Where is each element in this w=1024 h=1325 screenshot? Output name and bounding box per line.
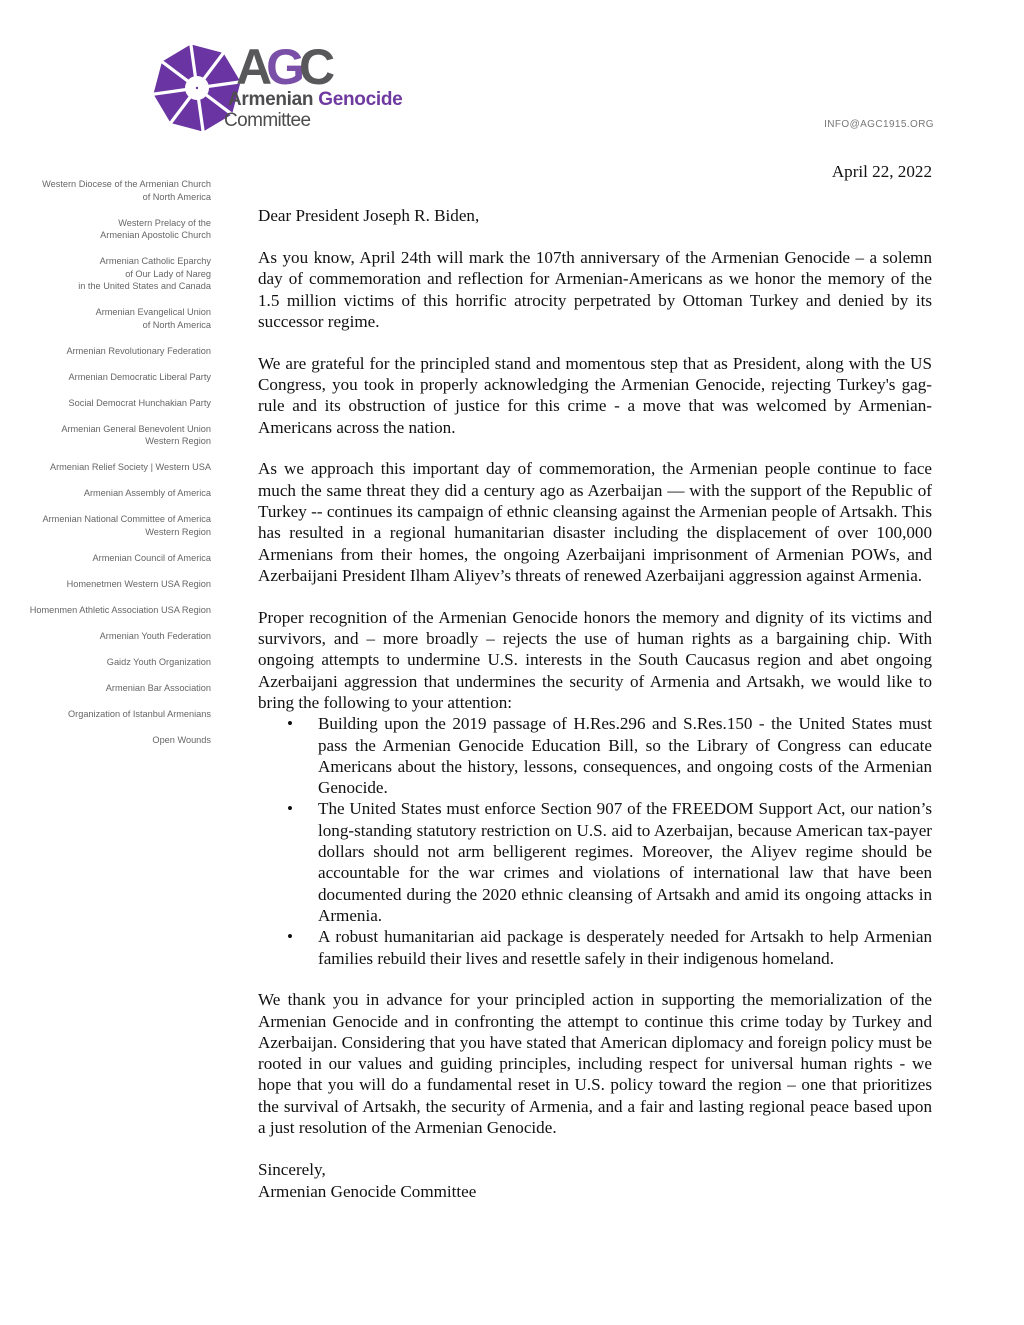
organization-entry bbox=[20, 345, 211, 358]
closing: Sincerely, bbox=[258, 1160, 326, 1180]
member-organizations-list bbox=[20, 178, 211, 760]
list-item-text: The United States must enforce Section 907 of the FREEDOM Support Act, our nation’s long-standing statutory restriction on U.S. aid to Azerbaijan, because American tax-payer dollars should not arm belligerent regimes. Moreover, the Aliyev regime should be accountable for the war crimes and violations of international law that have been documented during the 2020 ethnic cleansing of Artsakh and amid its ongoing attacks in Armenia. bbox=[318, 799, 932, 925]
organization-entry bbox=[20, 397, 211, 410]
list-item bbox=[258, 798, 932, 926]
list-item bbox=[258, 926, 932, 969]
organization-name-line: Social Democrat Hunchakian Party bbox=[68, 397, 211, 408]
paragraph: We are grateful for the principled stand and momentous step that as President, along with the US Congress, you took in properly acknowledging the Armenian Genocide, rejecting Turkey's gag-rule and its obstruction of justice for this crime - a move that was welcomed by Armenian-Americans across the nation. bbox=[258, 353, 932, 437]
logo-name-line2: Committee bbox=[224, 110, 311, 131]
organization-name-line: Open Wounds bbox=[152, 734, 211, 745]
organization-name-line: Armenian Bar Association bbox=[105, 682, 211, 693]
list-item bbox=[258, 713, 932, 798]
bullet-icon: • bbox=[287, 799, 293, 819]
paragraph: As you know, April 24th will mark the 107th anniversary of the Armenian Genocide – a solemn day of commemoration and reflection for Armenian-Americans as we honor the memory of the 1.5 million victims of this horrific atrocity perpetrated by Ottoman Turkey and denied by its successor regime. bbox=[258, 248, 932, 331]
organization-name-line: of North America bbox=[142, 191, 211, 202]
organization-entry bbox=[20, 255, 211, 293]
organization-name-line: Armenian Youth Federation bbox=[99, 630, 211, 641]
organization-name-line: Armenian Democratic Liberal Party bbox=[68, 371, 211, 382]
organization-entry bbox=[20, 513, 211, 538]
organization-name-line: Western Region bbox=[145, 527, 211, 537]
organization-entry bbox=[20, 552, 211, 565]
organization-name-line: Armenian Catholic Eparchy bbox=[99, 256, 211, 267]
letter-date: April 22, 2022 bbox=[831, 162, 932, 181]
organization-name-line: Armenian Revolutionary Federation bbox=[66, 345, 211, 356]
organization-name-line: Armenian Relief Society | Western USA bbox=[49, 462, 211, 473]
contact-email[interactable]: INFO@AGC1915.ORG bbox=[824, 119, 934, 130]
organization-entry bbox=[20, 487, 211, 500]
organization-entry bbox=[20, 630, 211, 643]
bullet-icon: • bbox=[287, 714, 293, 734]
organization-entry bbox=[20, 217, 211, 242]
organization-name-line: Armenian Council of America bbox=[92, 552, 211, 563]
organization-entry bbox=[20, 423, 211, 448]
organization-name-line: of North America bbox=[142, 319, 211, 330]
organization-name-line: Gaidz Youth Organization bbox=[106, 656, 211, 667]
paragraph: As we approach this important day of commemoration, the Armenian people continue to face much the same threat they did a century ago as Azerbaijan — with the support of the Republic of Turkey -- continues its campaign of ethnic cleansing against the Armenian people of Artsakh. This has resulted in a regional humanitarian disaster including the displacement of over 100,000 Armenians from their homes, the ongoing Azerbaijani imprisonment of Armenian POWs, and Azerbaijani President Ilham Aliyev’s threats of renewed Azerbaijani aggression against Armenia. bbox=[258, 459, 932, 585]
closing-paragraph: We thank you in advance for your principled action in supporting the memorialization of the Armenian Genocide and in confronting the attempt to continue this crime today by Turkey and Azerbaijan. Considering that you have stated that American diplomacy and foreign policy must be rooted in our values and guiding principles, including respect for universal human rights - we hope that you will do a fundamental reset in U.S. policy toward the region – one that prioritizes the survival of Artsakh, the security of Armenia, and a fair and lasting regional peace based upon a just resolution of the Armenian Genocide. bbox=[258, 990, 932, 1138]
salutation: Dear President Joseph R. Biden, bbox=[258, 206, 480, 226]
organization-entry bbox=[20, 708, 211, 721]
organization-name-line: Western Region bbox=[145, 436, 211, 447]
organization-name-line: Armenian Evangelical Union bbox=[95, 307, 211, 318]
signature: Armenian Genocide Committee bbox=[258, 1181, 477, 1201]
bullet-icon: • bbox=[287, 927, 293, 947]
organization-entry bbox=[20, 578, 211, 591]
organization-entry bbox=[20, 178, 211, 203]
organization-entry bbox=[20, 682, 211, 695]
organization-name-line: Armenian Assembly of America bbox=[83, 488, 211, 499]
agc-logo bbox=[150, 40, 430, 135]
logo-name-line1: Armenian Genocide bbox=[228, 89, 403, 110]
organization-name-line: Organization of Istanbul Armenians bbox=[68, 708, 211, 719]
organization-entry bbox=[20, 371, 211, 384]
organization-name-line: Armenian Apostolic Church bbox=[100, 230, 211, 241]
organization-name-line: Homenetmen Western USA Region bbox=[66, 578, 211, 589]
organization-name-line: Armenian National Committee of America bbox=[42, 514, 211, 525]
organization-entry bbox=[20, 734, 211, 747]
organization-name-line: of Our Lady of Nareg bbox=[125, 268, 211, 279]
organization-entry bbox=[20, 604, 211, 617]
paragraph: Proper recognition of the Armenian Genocide honors the memory and dignity of its victims and survivors, and – more broadly – rejects the use of human rights as a bargaining chip. With ongoing attempts to undermine U.S. interests in the South Caucasus region and abet ongoing Azerbaijani aggression that undermines the security of Armenia and Artsakh, we would like to bring the following to your attention: bbox=[258, 607, 932, 712]
list-item-text: Building upon the 2019 passage of H.Res.296 and S.Res.150 - the United States must pass the Armenian Genocide Education Bill, so the Library of Congress can educate Americans about the history, lessons, consequences, and ongoing costs of the Armenian Genocide. bbox=[318, 714, 932, 798]
organization-name-line: Western Diocese of the Armenian Church bbox=[42, 179, 211, 189]
organization-entry bbox=[20, 656, 211, 669]
requests-list bbox=[258, 713, 932, 969]
letter-body bbox=[258, 161, 932, 1202]
organization-name-line: in the United States and Canada bbox=[78, 281, 211, 292]
organization-name-line: Homenmen Athletic Association USA Region bbox=[29, 604, 211, 615]
organization-entry bbox=[20, 306, 211, 331]
logo-abbreviation: AGC bbox=[236, 39, 330, 95]
organization-name-line: Western Prelacy of the bbox=[118, 217, 211, 228]
list-item-text: A robust humanitarian aid package is desperately needed for Artsakh to help Armenian families rebuild their lives and resettle safely in their indigenous homeland. bbox=[318, 927, 932, 968]
organization-name-line: Armenian General Benevolent Union bbox=[61, 423, 211, 434]
organization-entry bbox=[20, 461, 211, 474]
